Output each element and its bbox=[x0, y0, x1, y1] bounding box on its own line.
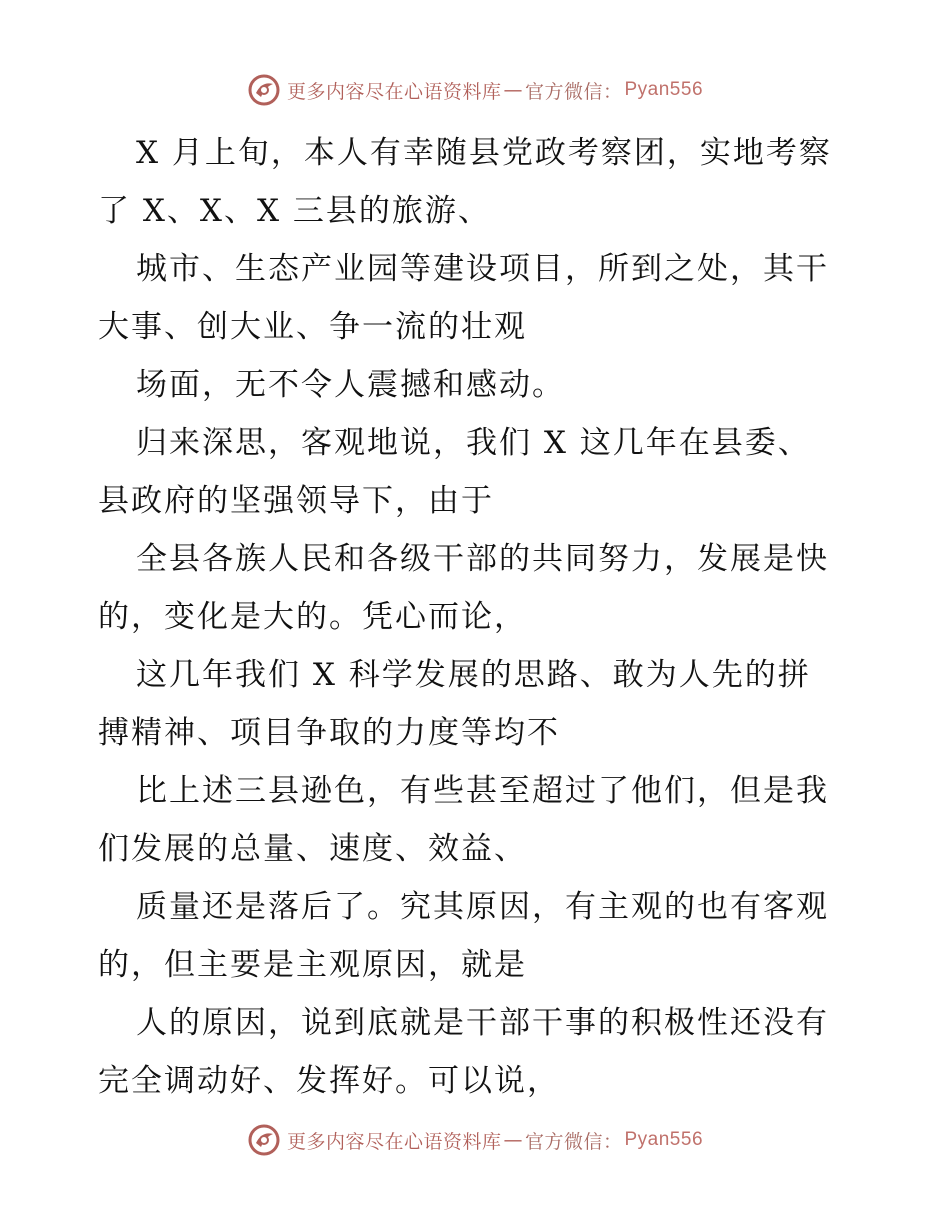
text-line: 的，但主要是主观原因，就是 bbox=[98, 947, 527, 983]
document-body bbox=[98, 124, 858, 1110]
banner-separator: — bbox=[503, 79, 523, 101]
banner-wechat-id: Pyan556 bbox=[624, 79, 704, 100]
text-line: 搏精神、项目争取的力度等均不 bbox=[98, 715, 560, 751]
text-line: 场面，无不令人震撼和感动。 bbox=[136, 367, 565, 403]
text-line: 归来深思，客观地说，我们 X 这几年在县委、 bbox=[136, 425, 811, 461]
text-line: 了 X、X、X 三县的旅游、 bbox=[98, 193, 491, 229]
text-line: 全县各族人民和各级干部的共同努力，发展是快 bbox=[136, 541, 829, 577]
text-line: X 月上旬，本人有幸随县党政考察团，实地考察 bbox=[136, 135, 832, 171]
banner-wechat-id: Pyan556 bbox=[624, 1129, 704, 1150]
text-line: 比上述三县逊色，有些甚至超过了他们，但是我 bbox=[136, 773, 829, 809]
text-line: 大事、创大业、争一流的壮观 bbox=[98, 309, 527, 345]
text-line: 这几年我们 X 科学发展的思路、敢为人先的拼 bbox=[136, 657, 811, 693]
banner-separator: — bbox=[503, 1129, 523, 1151]
swirl-logo-icon bbox=[247, 73, 281, 107]
text-line: 人的原因，说到底就是干部干事的积极性还没有 bbox=[136, 1005, 829, 1041]
banner-text: 更多内容尽在心语资料库 bbox=[286, 80, 502, 103]
banner-text: 更多内容尽在心语资料库 bbox=[286, 1130, 502, 1153]
footer-banner bbox=[0, 1120, 950, 1160]
text-line: 的，变化是大的。凭心而论， bbox=[98, 599, 527, 635]
header-banner bbox=[0, 70, 950, 110]
text-line: 质量还是落后了。究其原因，有主观的也有客观 bbox=[136, 889, 829, 925]
text-line: 们发展的总量、速度、效益、 bbox=[98, 831, 527, 867]
text-line: 县政府的坚强领导下，由于 bbox=[98, 483, 494, 519]
banner-wechat-label: 官方微信： bbox=[524, 1130, 623, 1153]
banner-wechat-label: 官方微信： bbox=[524, 80, 623, 103]
text-line: 完全调动好、发挥好。可以说， bbox=[98, 1063, 560, 1099]
text-line: 城市、生态产业园等建设项目，所到之处，其干 bbox=[136, 251, 829, 287]
swirl-logo-icon bbox=[247, 1123, 281, 1157]
